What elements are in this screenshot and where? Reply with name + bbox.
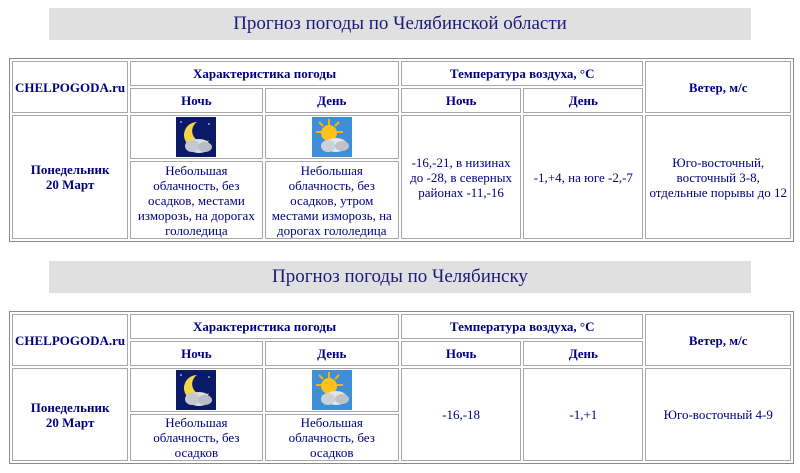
weather-header: Характеристика погоды bbox=[130, 314, 399, 339]
moon-cloud-icon bbox=[175, 369, 217, 411]
day-date: 20 Март bbox=[45, 177, 95, 192]
day-icon-cell bbox=[265, 368, 399, 412]
wind-value: Юго-восточный 4-9 bbox=[645, 368, 791, 461]
temp-day-header: День bbox=[523, 88, 643, 113]
sun-cloud-icon bbox=[311, 369, 353, 411]
day-icon-cell bbox=[265, 115, 399, 159]
weather-header: Характеристика погоды bbox=[130, 61, 399, 86]
day-date: 20 Март bbox=[45, 414, 95, 430]
day-description: Небольшая облачность, без осадков bbox=[265, 414, 399, 461]
forecast-day bbox=[12, 115, 128, 239]
temp-night-header: Ночь bbox=[401, 341, 521, 366]
weather-day-header: День bbox=[265, 341, 399, 366]
weather-night-header: Ночь bbox=[130, 88, 262, 113]
site-name: CHELPOGODA.ru bbox=[12, 314, 128, 366]
site-name: CHELPOGODA.ru bbox=[12, 61, 128, 113]
night-icon-cell bbox=[130, 368, 262, 412]
temp-night-value: -16,-21, в низинах до -28, в северных районах -11,-16 bbox=[401, 115, 521, 239]
region-forecast-title: Прогноз погоды по Челябинской области bbox=[49, 8, 751, 40]
temp-day-header: День bbox=[523, 341, 643, 366]
temp-night-header: Ночь bbox=[401, 88, 521, 113]
temperature-header: Температура воздуха, °C bbox=[401, 61, 643, 86]
wind-header: Ветер, м/с bbox=[645, 61, 791, 113]
day-description: Небольшая облачность, без осадков, утром местами изморозь, на дорогах гололедица bbox=[265, 161, 399, 239]
wind-header: Ветер, м/с bbox=[645, 314, 791, 366]
temp-day-value: -1,+4, на юге -2,-7 bbox=[523, 115, 643, 239]
temp-day-value: -1,+1 bbox=[523, 368, 643, 461]
city-forecast-table bbox=[9, 311, 794, 464]
weather-night-header: Ночь bbox=[130, 341, 262, 366]
weather-day-header: День bbox=[265, 88, 399, 113]
day-name: Понедельник bbox=[30, 399, 110, 415]
night-description: Небольшая облачность, без осадков, местами изморозь, на дорогах гололедица bbox=[130, 161, 262, 239]
night-icon-cell bbox=[130, 115, 262, 159]
region-forecast-table bbox=[9, 58, 794, 242]
forecast-day bbox=[12, 368, 128, 461]
temp-night-value: -16,-18 bbox=[401, 368, 521, 461]
temperature-header: Температура воздуха, °C bbox=[401, 314, 643, 339]
sun-cloud-icon bbox=[311, 116, 353, 158]
moon-cloud-icon bbox=[175, 116, 217, 158]
night-description: Небольшая облачность, без осадков bbox=[130, 414, 262, 461]
day-name: Понедельник bbox=[30, 162, 110, 177]
city-forecast-title: Прогноз погоды по Челябинску bbox=[49, 261, 751, 293]
wind-value: Юго-восточный, восточный 3-8, отдельные порывы до 12 bbox=[645, 115, 791, 239]
